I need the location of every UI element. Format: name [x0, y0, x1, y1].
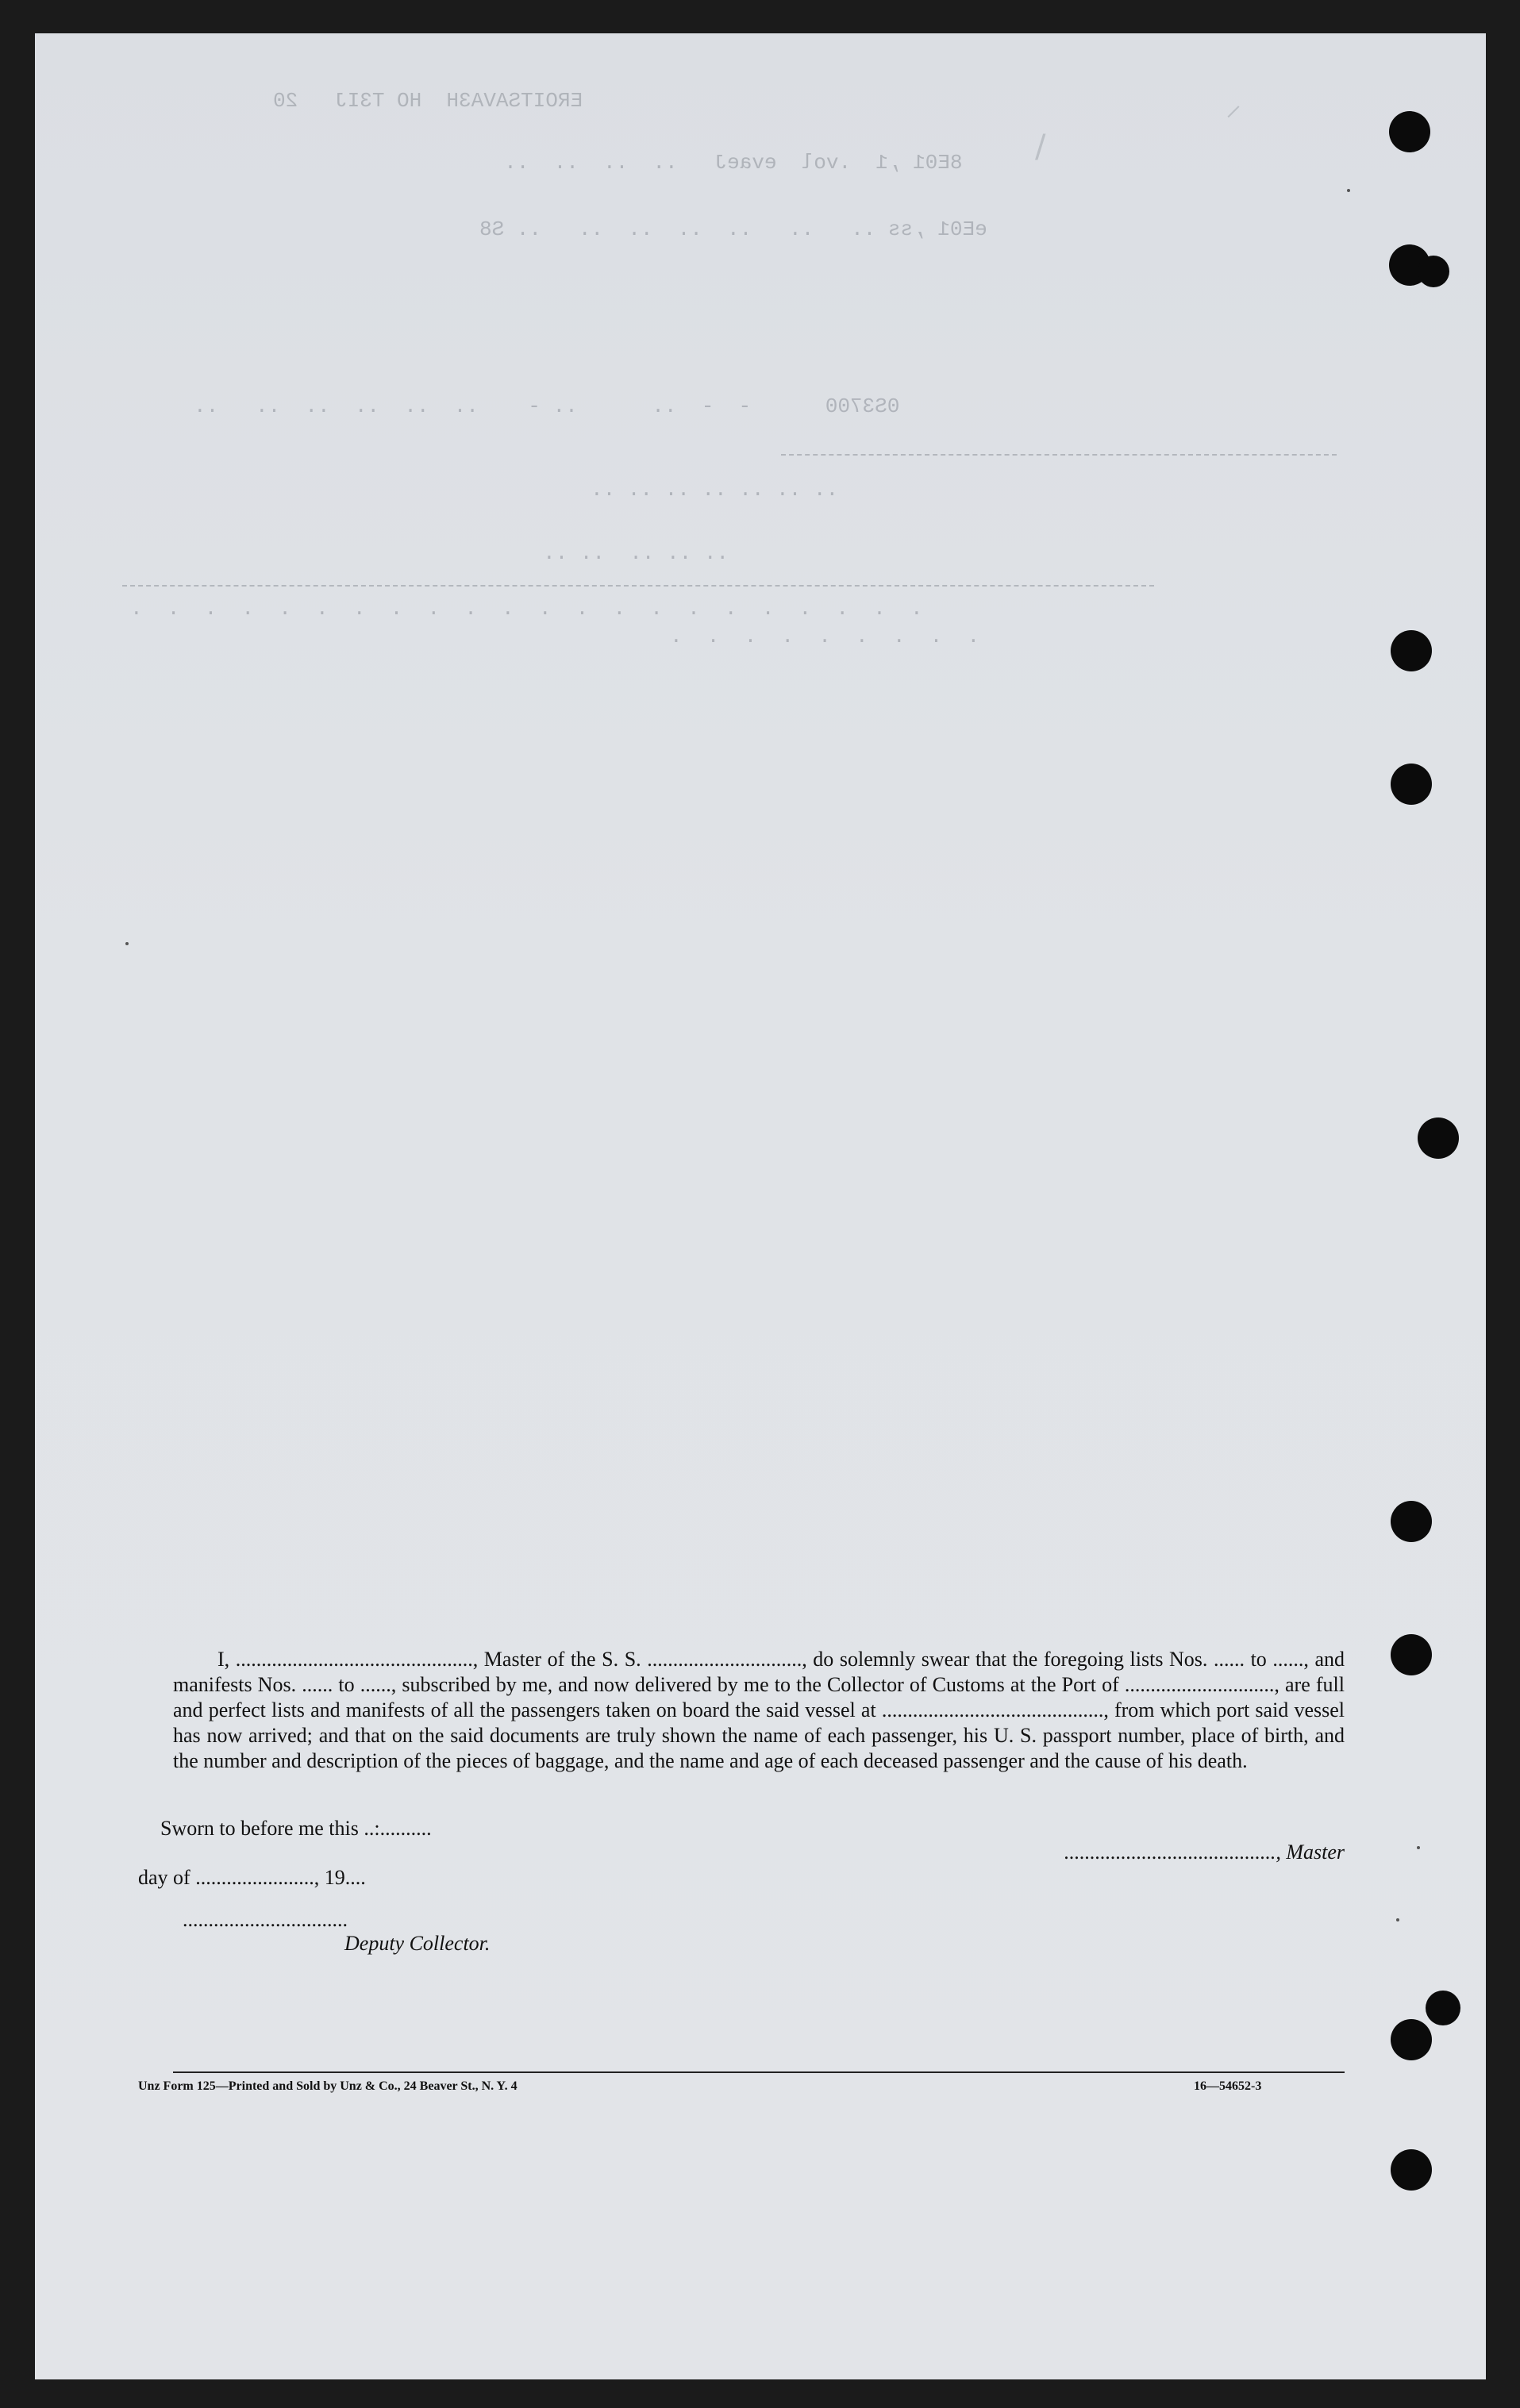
speck	[1347, 189, 1350, 192]
bleed-through-mark: /	[1035, 129, 1046, 165]
bleed-through-mark: ⸝	[1226, 87, 1241, 123]
punch-hole	[1391, 2019, 1432, 2060]
sworn-before-label: Sworn to before me this ..:..........	[160, 1817, 432, 1840]
punch-hole	[1391, 764, 1432, 805]
form-number: 16—54652-3	[1194, 2079, 1262, 2093]
deputy-collector-label: Deputy Collector.	[344, 1932, 491, 1955]
punch-hole	[1391, 2149, 1432, 2191]
day-of-line: day of ......................., 19....	[138, 1866, 366, 1889]
speck	[1417, 1846, 1420, 1849]
deputy-collector-dots: ................................	[183, 1908, 348, 1931]
punch-hole	[1391, 1634, 1432, 1675]
bleed-through-text: 0S3700 - - .. .. - .. .. .. .. .. ..	[194, 394, 900, 418]
bleed-through-rule	[781, 454, 1337, 456]
punch-hole	[1389, 111, 1430, 152]
bleed-through-text: 8E01 ,1 .vol evaeJ .. .. .. ..	[479, 151, 963, 175]
punch-hole	[1391, 1501, 1432, 1542]
printer-credit: Unz Form 125—Printed and Sold by Unz & Co., 24 Beaver St., N. Y. 4	[138, 2079, 518, 2093]
bleed-through-text: .. .. .. .. .. .. ..	[591, 478, 839, 502]
oath-text: I, .............................................., Master of the S. S. .............................., do solemnly swear that the foregoing lists Nos. ...... to ......, and manifests Nos. ...... to ......, subscribed by me, and now delivered by me to the Collector of Customs at the Port of ............................., are full and perfect lists and manifests of all the passengers taken on board the said vessel at ..........................................., from which port said vessel has now arrived; and that on the said documents are truly shown the name of each passenger, his U. S. passport number, place of birth, and the number and description of the pieces of baggage, and the name and age of each deceased passenger and the cause of his death.	[173, 1648, 1345, 1772]
bleed-through-text: EROITSAVA3H HO T3IJ 20	[273, 89, 583, 113]
punch-hole	[1418, 1117, 1459, 1159]
bleed-through-text: eE01 ,ss .. .. .. .. .. .. .. S8	[479, 217, 987, 241]
master-signature-text: ........................................., Master	[1064, 1841, 1345, 1864]
bleed-through-text: . . . . . . . . .	[670, 625, 980, 648]
bleed-through-rule	[122, 585, 1154, 587]
punch-hole	[1426, 1991, 1460, 2025]
punch-hole	[1418, 256, 1449, 287]
speck	[125, 942, 129, 945]
bleed-through-text: . . . . . . . . . . . . . . . . . . . . . .	[130, 597, 923, 621]
master-signature-line	[789, 1817, 1345, 1888]
bleed-through-text: .. .. .. .. ..	[543, 541, 729, 565]
footer-rule	[173, 2071, 1345, 2073]
document-page	[35, 33, 1486, 2379]
oath-paragraph	[173, 1647, 1345, 1774]
punch-hole	[1391, 630, 1432, 671]
speck	[1396, 1918, 1399, 1921]
